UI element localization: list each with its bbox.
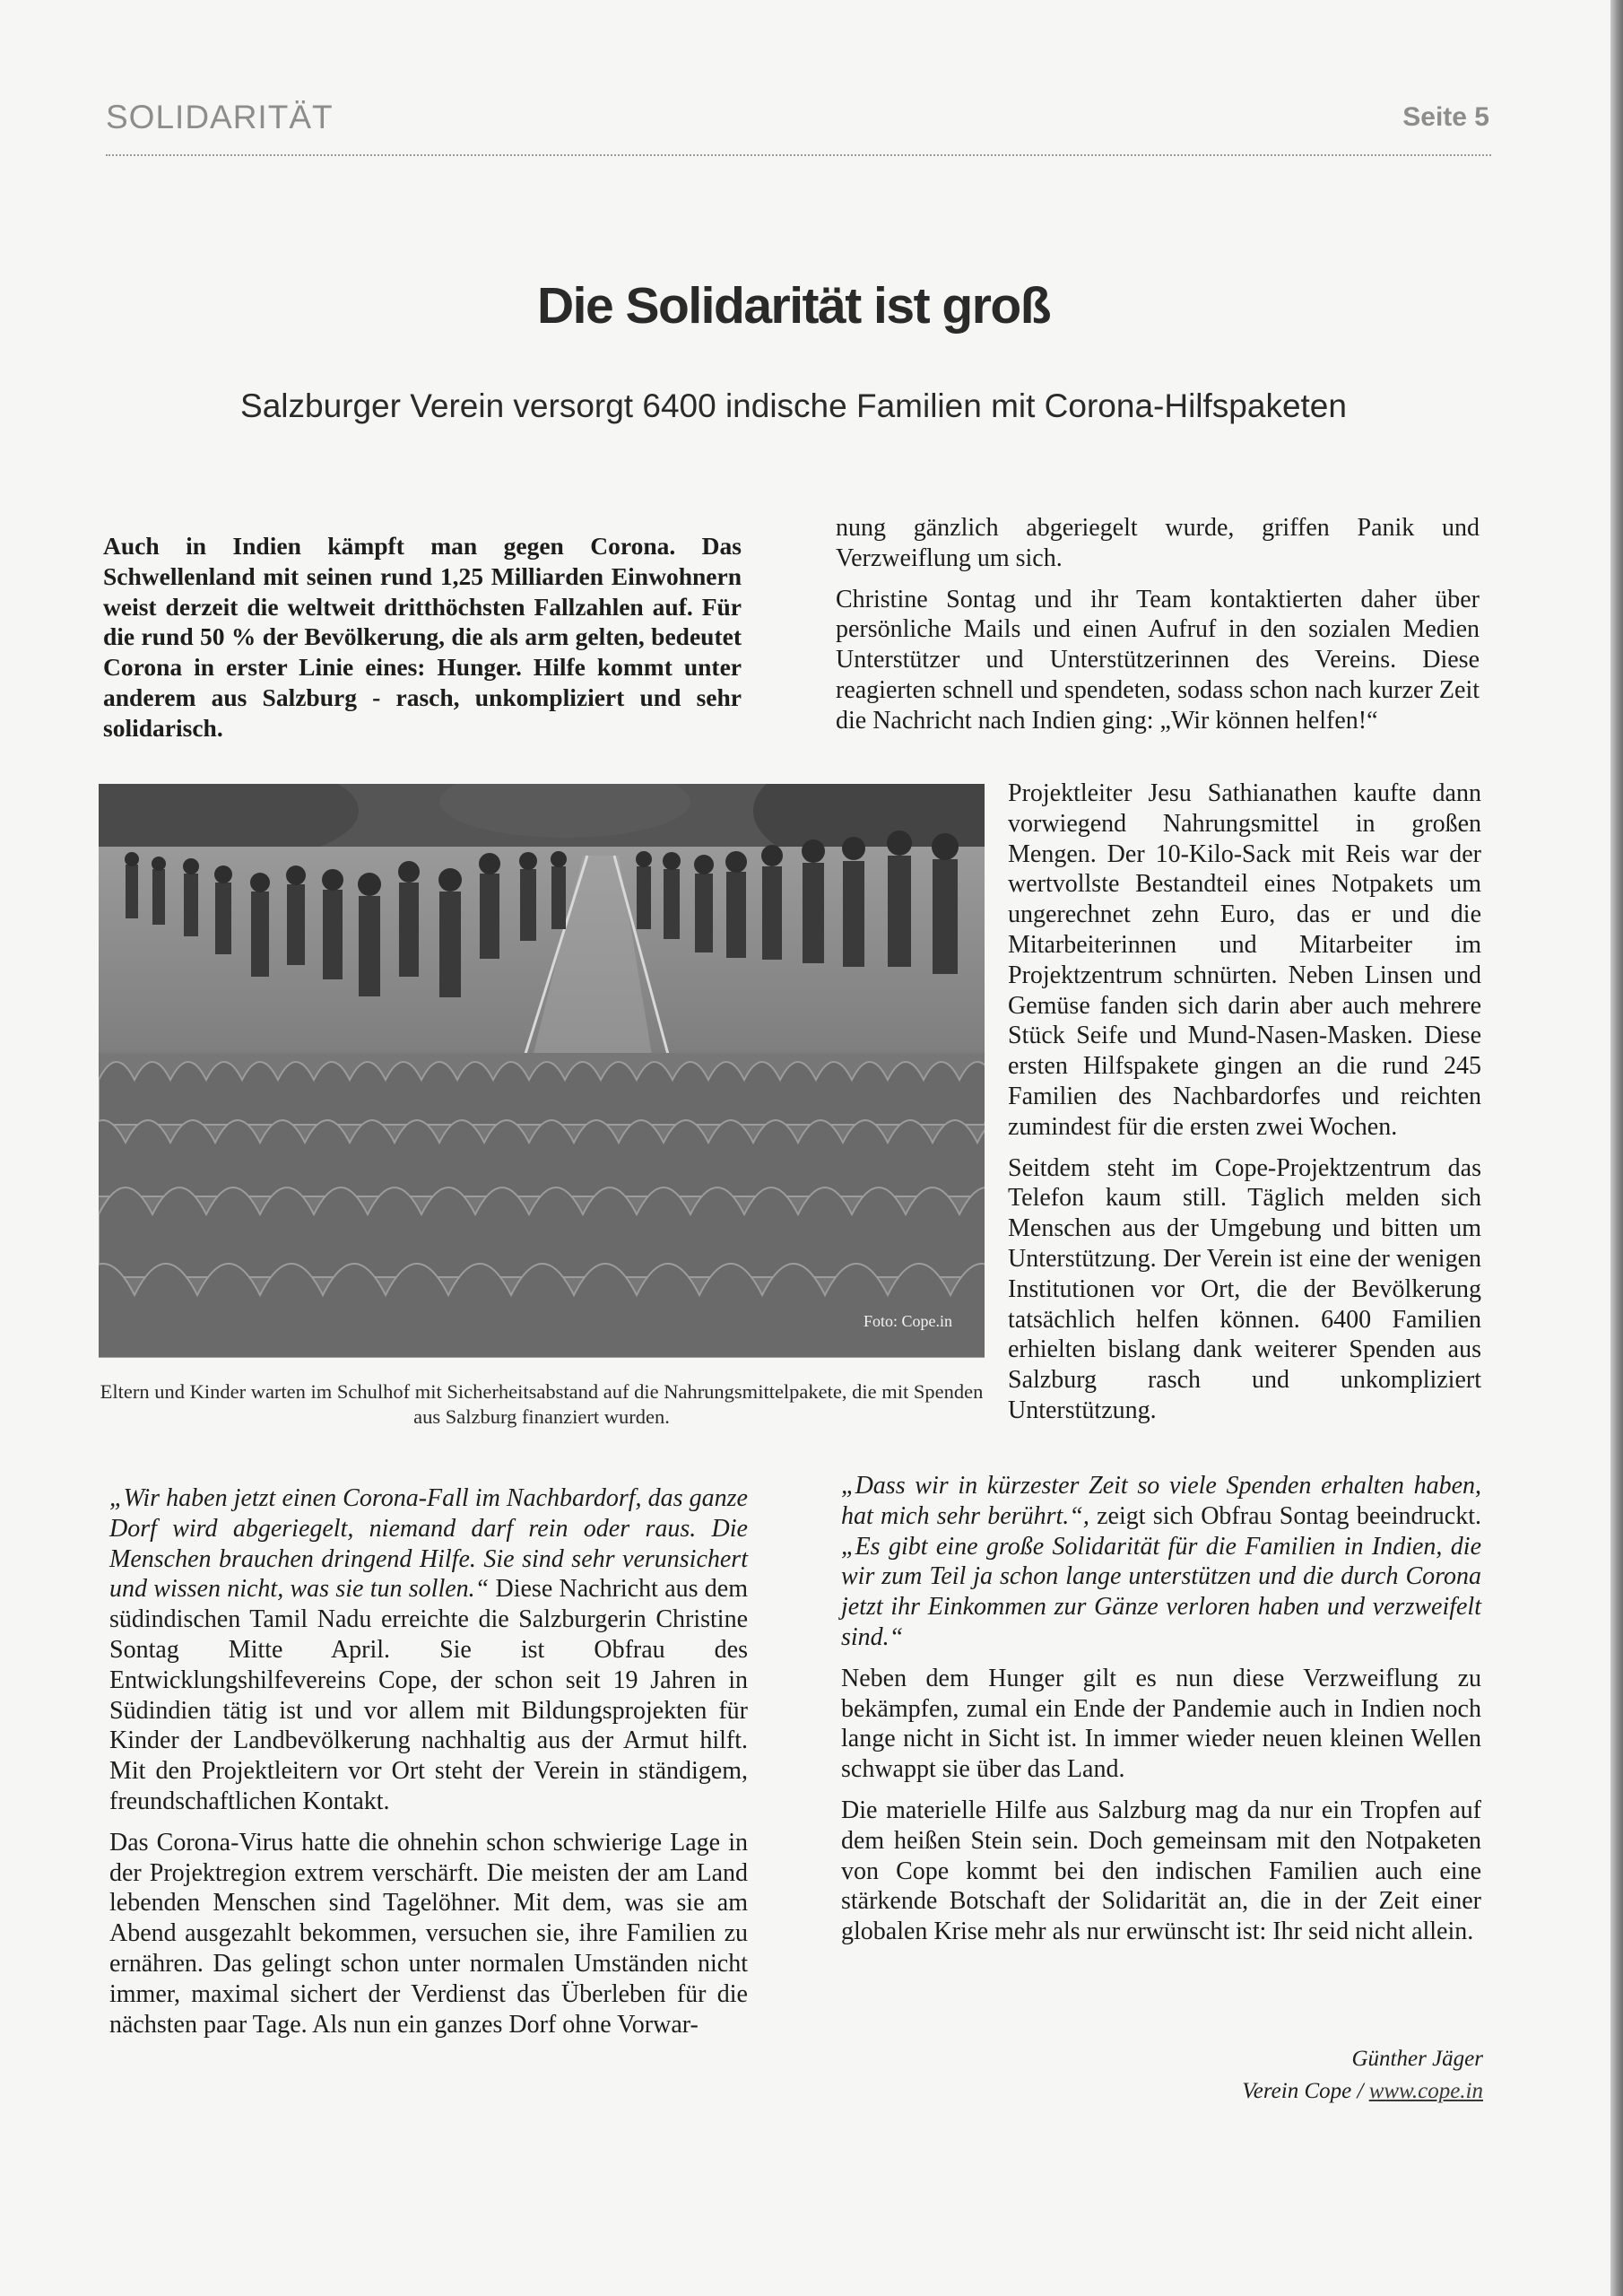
left-column-bottom bbox=[109, 1483, 748, 2039]
paragraph bbox=[841, 1471, 1481, 1653]
paragraph-text: Diese Nachricht aus dem südindischen Tamil Nadu erreichte die Salzburgerin Christine Sontag Mitte April. Sie ist Obfrau des Entwicklungshilfevereins Cope, der schon seit 19 Jahren in Südindien tätig ist und vor allem mit Bildungsprojekten für Kinder der Landbevölkerung nachhaltig aus der Armut hilft. Mit den Projektleitern vor Ort steht der Verein in ständigem, freundschaftlichen Kontakt. bbox=[109, 1575, 749, 1815]
quote: „Es gibt eine große Solidarität für die Familien in Indien, die wir zum Teil ja schon lange unterstützen und die durch Corona jetzt ihr Einkommen zur Gänze verloren haben und verzweifelt sind.“ bbox=[841, 1532, 1481, 1651]
paragraph: Seitdem steht im Cope-Projektzentrum das Telefon kaum still. Täglich melden sich Menschen aus der Umgebung und bitten um Unterstützung. Der Verein ist eine der wenigen Institutionen vor Ort, die der Bevölkerung tatsächlich helfen können. 6400 Familien erhielten bislang dank weiterer Spenden aus Salzburg rasch und unkompliziert Unterstützung. bbox=[1008, 1153, 1481, 1424]
right-column-top bbox=[836, 513, 1480, 736]
quote: „Wir haben jetzt einen Corona-Fall im Nachbardorf, das ganze Dorf wird abgeriegelt, niemand darf rein oder raus. Die Menschen brauchen dringend Hilfe. Sie sind sehr verunsichert und wissen nicht, was sie tun sollen.“ bbox=[109, 1484, 748, 1604]
author-signature bbox=[1076, 2043, 1483, 2108]
org-name: Verein Cope / bbox=[1242, 2079, 1364, 2103]
right-column-middle bbox=[1008, 778, 1481, 1426]
article-photo bbox=[99, 784, 985, 1358]
author-org bbox=[1076, 2075, 1483, 2108]
paragraph: Neben dem Hunger gilt es nun diese Verzweiflung zu bekämpfen, zumal ein Ende der Pandemie auch in Indien noch lange nicht in Sicht ist. In immer wieder neuen kleinen Wellen schwappt sie über das Land. bbox=[841, 1664, 1481, 1784]
page-number: Seite 5 bbox=[1402, 102, 1489, 132]
page-edge-shadow bbox=[1610, 0, 1623, 2296]
paragraph bbox=[109, 1483, 748, 1817]
paragraph-text: zeigt sich Obfrau Sontag beeindruckt. bbox=[1089, 1501, 1481, 1530]
article-title: Die Solidarität ist groß bbox=[536, 277, 1051, 335]
photo-credit: Foto: Cope.in bbox=[863, 1312, 952, 1330]
photo-caption: Eltern und Kinder warten im Schulhof mit Sicherheitsabstand auf die Nahrungsmittelpakete, die mit Spenden aus Salzburg finanziert wurden. bbox=[100, 1380, 984, 1428]
article-lead: Auch in Indien kämpft man gegen Corona. Das Schwellenland mit seinen rund 1,25 Milliarden Einwohnern weist derzeit die weltweit dritthöchsten Fallzahlen auf. Für die rund 50 % der Bevölkerung, die als arm gelten, bedeutet Corona in erster Linie eines: Hunger. Hilfe kommt unter anderem aus Salzburg - rasch, unkompliziert und sehr solidarisch. bbox=[103, 532, 742, 742]
paragraph: Das Corona-Virus hatte die ohnehin schon schwierige Lage in der Projektregion extrem verschärft. Die meisten der am Land lebenden Menschen sind Tagelöhner. Mit dem, was sie am Abend ausgezahlt bekommen, versuchen sie, ihre Familien zu ernähren. Das gelingt schon unter normalen Umständen nicht immer, maximal sichert der Verdienst das Überleben für die nächsten paar Tage. Als nun ein ganzes Dorf ohne Vorwar- bbox=[109, 1828, 748, 2039]
author-name: Günther Jäger bbox=[1351, 2047, 1483, 2071]
paragraph: Die materielle Hilfe aus Salzburg mag da nur ein Tropfen auf dem heißen Stein sein. Doch gemeinsam mit den Notpaketen von Cope kommt bei den indischen Familien auch eine stärkende Botschaft der Solidarität an, die in der Zeit einer globalen Krise mehr als nur erwünscht ist: Ihr seid nicht allein. bbox=[841, 1796, 1481, 1946]
paragraph: Christine Sontag und ihr Team kontaktierten daher über persönliche Mails und einen Aufruf in den sozialen Medien Unterstützer und Unterstützerinnen des Vereins. Diese reagierten schnell und spendeten, sodass schon nach kurzer Zeit die Nachricht nach Indien ging: „Wir können helfen!“ bbox=[836, 585, 1480, 735]
right-column-bottom bbox=[841, 1471, 1481, 1947]
section-label: SOLIDARITÄT bbox=[106, 99, 334, 135]
photo-illustration bbox=[99, 784, 985, 1358]
page-header bbox=[106, 99, 1491, 156]
article-subtitle: Salzburger Verein versorgt 6400 indische Familien mit Corona-Hilfspaketen bbox=[240, 387, 1347, 424]
website-link[interactable]: www.cope.in bbox=[1368, 2079, 1483, 2103]
paragraph: Projektleiter Jesu Sathianathen kaufte dann vorwiegend Nahrungsmittel in großen Mengen. Der 10-Kilo-Sack mit Reis war der wertvollste Bestandteil eines Notpakets um ungerechnet zehn Euro, das er und die Mitarbeiterinnen und Mitarbeiter im Projektzentrum schnürten. Neben Linsen und Gemüse fanden sich darin aber auch mehrere Stück Seife und Mund-Nasen-Masken. Diese ersten Hilfspakete gingen an die rund 245 Familien des Nachbardorfes und reichten zumindest für die ersten zwei Wochen. bbox=[1008, 779, 1481, 1141]
paragraph: nung gänzlich abgeriegelt wurde, griffen Panik und Verzweiflung um sich. bbox=[836, 514, 1480, 572]
quote: „Dass wir in kürzester Zeit so viele Spenden erhalten haben, hat mich sehr berührt.“, bbox=[841, 1472, 1481, 1530]
